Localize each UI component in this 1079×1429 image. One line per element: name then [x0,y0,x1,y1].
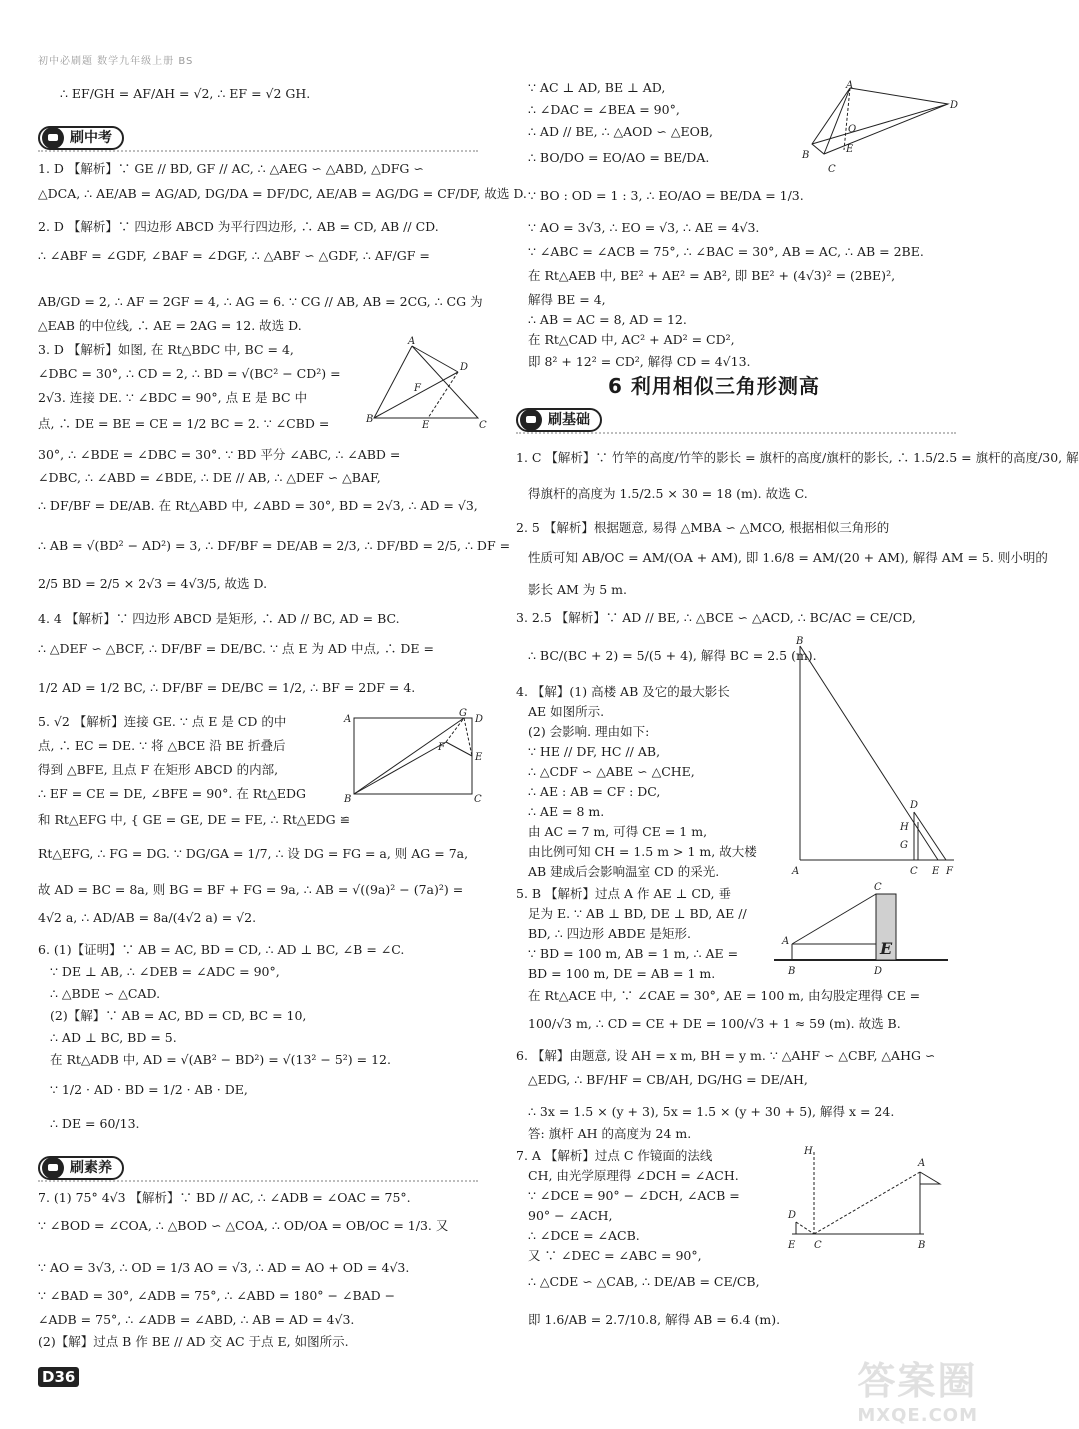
text-line: ∵ ∠BOD = ∠COA, ∴ △BOD ∽ △COA, ∴ OD/OA = OB/OC = 1/3. 又 [38,1218,449,1233]
text-line: ∴ BC/(BC + 2) = 5/(5 + 4), 解得 BC = 2.5 (m). [528,648,817,663]
text-line: 即 8² + 12² = CD², 解得 CD = 4√13. [528,354,751,369]
text-line: 在 Rt△ACE 中, ∵ ∠CAE = 30°, AE = 100 m, 由勾股定理得 CE = [528,988,921,1003]
text-line: ∠DBC = 30°, ∴ CD = 2, ∴ BD = √(BC² − CD²) = [38,366,341,381]
text-line: 足为 E. ∵ AB ⊥ BD, DE ⊥ BD, AE // [528,906,747,921]
text-line: 5. √2 【解析】连接 GE. ∵ 点 E 是 CD 的中 [38,714,287,729]
figure-label: B [366,414,374,425]
text-line: ∴ ∠DAC = ∠BEA = 90°, [528,102,680,117]
figure-label: O [848,124,857,135]
text-line: AE 如图所示. [528,704,605,719]
figure-label: D [874,966,883,977]
figure-label: A [344,714,352,725]
figure-label: E [846,144,854,155]
figure-label: A [846,80,854,91]
text-line: ∴ DE = 60/13. [50,1116,140,1131]
text-line: ∴ AE : AB = CF : DC, [528,784,661,799]
text-line: Rt△EFG, ∴ FG = DG. ∵ DG/GA = 1/7, ∴ 设 DG = FG = a, 则 AG = 7a, [38,846,469,861]
text-line: ∴ ∠ABF = ∠GDF, ∠BAF = ∠DGF, ∴ △ABF ∽ △GDF, ∴ AF/GF = [38,248,430,263]
text-line: 4. 4 【解析】∵ 四边形 ABCD 是矩形, ∴ AD // BC, AD = BC. [38,611,400,626]
text-line: ∠DBC, ∴ ∠ABD = ∠BDE, ∴ DE // AB, ∴ △DEF ∽ △BAF, [38,470,381,485]
text-line: 2. D 【解析】∵ 四边形 ABCD 为平行四边形, ∴ AB = CD, AB // CD. [38,219,439,234]
figure-label: D [460,362,469,373]
figure-label: A [918,1158,926,1169]
text-line: ∵ AO = 3√3, ∴ OD = 1/3 AO = √3, ∴ AD = AO + OD = 4√3. [38,1260,410,1275]
figure-label: B [796,636,804,647]
figure-label: E [422,420,430,431]
text-line: ∵ AO = 3√3, ∴ EO = √3, ∴ AE = 4√3. [528,220,760,235]
text-line: CH, 由光学原理得 ∠DCH = ∠ACH. [528,1168,739,1183]
watermark-logo: 答案圈 [857,1359,978,1403]
figure-label: E [880,939,893,958]
watermark-url: MXQE.COM [857,1405,978,1426]
text-line: 答: 旗杆 AH 的高度为 24 m. [528,1126,692,1141]
text-line: ∵ ∠BAD = 30°, ∠ADB = 75°, ∴ ∠ABD = 180° − ∠BAD − [38,1288,396,1303]
figure-q5b [772,880,950,976]
text-line: 解得 BE = 4, [528,292,606,307]
text-line: 和 Rt△EFG 中, { GE = GE, DE = FE, ∴ Rt△EDG ≌ [38,812,351,827]
text-line: 3. 2.5 【解析】∵ AD // BE, ∴ △BCE ∽ △ACD, ∴ BC/AC = CE/CD, [516,610,916,625]
text-line: ∴ △CDF ∽ △ABE ∽ △CHE, [528,764,695,779]
text-line: 2/5 BD = 2/5 × 2√3 = 4√3/5, 故选 D. [38,576,268,591]
text-line: 1/2 AD = 1/2 BC, ∴ DF/BF = DE/BC = 1/2, ∴ BF = 2DF = 4. [38,680,416,695]
badge-label: 刷基础 [548,412,590,428]
figure-label: F [946,866,953,877]
text-line: ∴ AB = AC = 8, AD = 12. [528,312,687,327]
text-line: ∵ ∠ABC = ∠ACB = 75°, ∴ ∠BAC = 30°, AB = AC, ∴ AB = 2BE. [528,244,924,259]
figure-label: D [788,1210,797,1221]
figure-label: E [475,752,483,763]
text-line: BD = 100 m, DE = AB = 1 m. [528,966,716,981]
text-line: 2√3. 连接 DE. ∵ ∠BDC = 90°, 点 E 是 BC 中 [38,390,308,405]
figure-label: C [474,794,482,805]
text-line: ∠ADB = 75°, ∴ ∠ADB = ∠ABD, ∴ AB = AD = 4√3. [38,1312,355,1327]
text-line: 又 ∵ ∠DEC = ∠ABC = 90°, [528,1248,702,1263]
text-line: AB 建成后会影响温室 CD 的采光. [528,864,720,879]
text-line: ∵ BO : OD = 1 : 3, ∴ EO/AO = BE/DA = 1/3. [528,188,804,203]
text-line: 2. 5 【解析】根据题意, 易得 △MBA ∽ △MCO, 根据相似三角形的 [516,520,890,535]
text-line: ∵ HE // DF, HC // AB, [528,744,661,759]
text-line: ∴ △CDE ∽ △CAB, ∴ DE/AB = CE/CB, [528,1274,760,1289]
text-line: ∵ 1/2 · AD · BD = 1/2 · AB · DE, [50,1082,248,1097]
figure-q5 [342,708,484,806]
figure-q7 [800,80,962,176]
text-line: (2) 会影响. 理由如下: [528,724,650,739]
figure-label: F [414,383,421,394]
text-line: 性质可知 AB/OC = AM/(OA + AM), 即 1.6/8 = AM/(20 + AM), 解得 AM = 5. 则小明的 [528,550,1048,565]
text-line: ∴ AD // BE, ∴ △AOD ∽ △EOB, [528,124,714,139]
text-line: ∴ EF = CE = DE, ∠BFE = 90°. 在 Rt△EDG [38,786,306,801]
text-line: 7. A 【解析】过点 C 作镜面的法线 [516,1148,713,1163]
text-line: AB/GD = 2, ∴ AF = 2GF = 4, ∴ AG = 6. ∵ CG // AB, AB = 2CG, ∴ CG 为 [38,294,483,309]
figure-label: C [479,420,487,431]
text-line: 7. (1) 75° 4√3 【解析】∵ BD // AC, ∴ ∠ADB = ∠OAC = 75°. [38,1190,411,1205]
text-line: △DCA, ∴ AE/AB = AG/AD, DG/DA = DF/DC, AE/AB = AG/DG = CF/DF, 故选 D. [38,186,527,201]
text-line: (2)【解】∵ AB = AC, BD = CD, BC = 10, [50,1008,307,1023]
badge-label: 刷素养 [70,1160,112,1176]
brush-icon [520,409,542,431]
section-badge [516,408,956,434]
text-line: ∴ AD ⊥ BC, BD = 5. [50,1030,177,1045]
brush-icon [42,127,64,149]
figure-q3 [366,336,487,431]
text-line: 由 AC = 7 m, 可得 CE = 1 m, [528,824,708,839]
text-line: 点, ∴ DE = BE = CE = 1/2 BC = 2. ∵ ∠CBD = [38,416,330,431]
text-line: 5. B 【解析】过点 A 作 AE ⊥ CD, 垂 [516,886,731,901]
text-line: 在 Rt△AEB 中, BE² + AE² = AB², 即 BE² + (4√3)² = (2BE)², [528,268,896,283]
text-line: ∵ BD = 100 m, AB = 1 m, ∴ AE = [528,946,739,961]
text-line: ∴ △DEF ∽ △BCF, ∴ DF/BF = DE/BC. ∵ 点 E 为 AD 中点, ∴ DE = [38,641,435,656]
section-title: 6 利用相似三角形测高 [608,374,820,398]
text-line: △EAB 的中位线, ∴ AE = 2AG = 12. 故选 D. [38,318,302,333]
brush-icon [42,1157,64,1179]
figure-label: D [910,800,919,811]
text-line: ∴ BO/DO = EO/AO = BE/DA. [528,150,710,165]
figure-label: B [344,794,352,805]
figure-label: D [950,100,959,111]
text-line: 影长 AM 为 5 m. [528,582,627,597]
text-line: 100/√3 m, ∴ CD = CE + DE = 100/√3 + 1 ≈ 59 (m). 故选 B. [528,1016,901,1031]
text-line: ∴ ∠DCE = ∠ACB. [528,1228,640,1243]
figure-label: C [814,1240,822,1251]
running-head: 初中必刷题 数学九年级上册 BS [38,56,194,67]
figure-label: E [932,866,940,877]
text-line: ∵ DE ⊥ AB, ∴ ∠DEB = ∠ADC = 90°, [50,964,280,979]
text-line: 1. D 【解析】∵ GE // BD, GF // AC, ∴ △AEG ∽ △ABD, △DFG ∽ [38,161,424,176]
text-line: ∴ EF/GH = AF/AH = √2, ∴ EF = √2 GH. [60,86,311,101]
text-line: △EDG, ∴ BF/HF = CB/AH, DG/HG = DE/AH, [528,1072,808,1087]
figure-label: A [408,336,416,347]
watermark [857,1350,978,1426]
figure-label: H [804,1146,813,1157]
text-line: 点, ∴ EC = DE. ∵ 将 △BCE 沿 BE 折叠后 [38,738,286,753]
figure-q7b [786,1144,958,1252]
text-line: 故 AD = BC = 8a, 则 BG = BF + FG = 9a, ∴ AB = √((9a)² − (7a)²) = [38,882,464,897]
text-line: BD, ∴ 四边形 ABDE 是矩形. [528,926,691,941]
text-line: 即 1.6/AB = 2.7/10.8, 解得 AB = 6.4 (m). [528,1312,781,1327]
section-badge [38,1156,478,1182]
text-line: ∵ AC ⊥ AD, BE ⊥ AD, [528,80,666,95]
text-line: 4. 【解】(1) 高楼 AB 及它的最大影长 [516,684,730,699]
figure-label: F [438,742,445,753]
figure-q4 [788,636,960,880]
text-line: ∴ DF/BF = DE/AB. 在 Rt△ABD 中, ∠ABD = 30°, BD = 2√3, ∴ AD = √3, [38,498,478,513]
figure-label: E [788,1240,796,1251]
text-line: ∴ △BDE ∽ △CAD. [50,986,161,1001]
text-line: 在 Rt△ADB 中, AD = √(AB² − BD²) = √(13² − 5²) = 12. [50,1052,391,1067]
text-line: 4√2 a, ∴ AD/AB = 8a/(4√2 a) = √2. [38,910,257,925]
text-line: (2)【解】过点 B 作 BE // AD 交 AC 于点 E, 如图所示. [38,1334,349,1349]
page-number: D36 [38,1367,79,1387]
text-line: 6. 【解】由题意, 设 AH = x m, BH = y m. ∵ △AHF ∽ △CBF, △AHG ∽ [516,1048,936,1063]
text-line: ∴ 3x = 1.5 × (y + 3), 5x = 1.5 × (y + 30 + 5), 解得 x = 24. [528,1104,895,1119]
figure-label: B [788,966,796,977]
text-line: 得旗杆的高度为 1.5/2.5 × 30 = 18 (m). 故选 C. [528,486,808,501]
text-line: 3. D 【解析】如图, 在 Rt△BDC 中, BC = 4, [38,342,294,357]
figure-label: C [828,164,836,175]
badge-label: 刷中考 [70,130,112,146]
text-line: ∵ ∠DCE = 90° − ∠DCH, ∠ACB = [528,1188,740,1203]
figure-label: G [900,840,908,851]
text-line: ∴ AE = 8 m. [528,804,605,819]
text-line: 1. C 【解析】∵ 竹竿的高度/竹竿的影长 = 旗杆的高度/旗杆的影长, ∴ 1.5/2.5 = 旗杆的高度/30, 解 [516,450,1079,465]
text-line: 6. (1)【证明】∵ AB = AC, BD = CD, ∴ AD ⊥ BC, ∠B = ∠C. [38,942,405,957]
figure-label: D [475,714,484,725]
text-line: 在 Rt△CAD 中, AC² + AD² = CD², [528,332,735,347]
figure-label: B [918,1240,926,1251]
figure-label: H [900,822,909,833]
figure-label: C [910,866,918,877]
figure-label: A [792,866,800,877]
figure-label: G [459,708,467,719]
text-line: 得到 △BFE, 且点 F 在矩形 ABCD 的内部, [38,762,279,777]
text-line: ∴ AB = √(BD² − AD²) = 3, ∴ DF/BF = DE/AB = 2/3, ∴ DF/BD = 2/5, ∴ DF = [38,538,511,553]
text-line: 30°, ∴ ∠BDE = ∠DBC = 30°. ∵ BD 平分 ∠ABC, ∴ ∠ABD = [38,447,401,462]
figure-label: A [782,936,790,947]
figure-label: C [874,882,882,893]
figure-label: B [802,150,810,161]
text-line: 90° − ∠ACH, [528,1208,613,1223]
section-badge [38,126,478,152]
text-line: 由比例可知 CH = 1.5 m > 1 m, 故大楼 [528,844,757,859]
